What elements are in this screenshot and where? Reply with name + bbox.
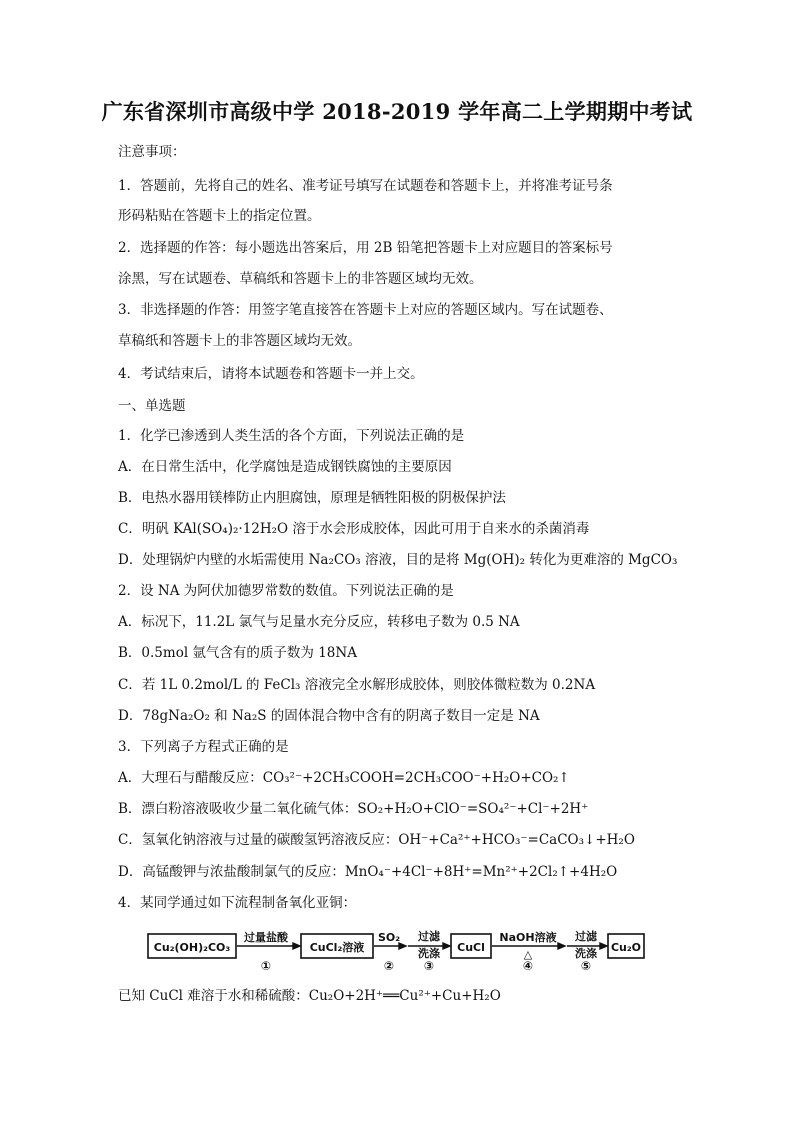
question-option: B．0.5mol 氩气含有的质子数为 18NA [118, 645, 357, 661]
flow-box-label: Cu₂(OH)₂CO₃ [153, 941, 231, 954]
question-option: C．氢氧化钠溶液与过量的碳酸氢钙溶液反应：OH⁻+Ca²⁺+HCO₃⁻=CaCO₃↓+H₂O [118, 832, 635, 848]
notice-line: 2．选择题的作答：每小题选出答案后，用 2B 铅笔把答题卡上对应题目的答案标号 [118, 240, 613, 256]
flow-step-label: SO₂ [377, 931, 401, 944]
question-option: A．标况下，11.2L 氯气与足量水充分反应，转移电子数为 0.5 NA [118, 614, 520, 630]
flow-step-number: ④ [522, 959, 534, 973]
flow-step-label: 过量盐酸 [244, 931, 288, 944]
question-option: A．大理石与醋酸反应：CO₃²⁻+2CH₃COOH=2CH₃COO⁻+H₂O+CO₂↑ [118, 770, 570, 786]
flow-step-number: ① [260, 959, 272, 973]
flow-step-label: 过滤 [418, 930, 440, 943]
notice-line: 3．非选择题的作答：用签字笔直接答在答题卡上对应的答题区域内。写在试题卷、 [118, 302, 613, 318]
question-option: D．高锰酸钾与浓盐酸制氯气的反应：MnO₄⁻+4Cl⁻+8H⁺=Mn²⁺+2Cl₂↑+4H₂O [118, 864, 618, 880]
notice-heading: 注意事项： [118, 144, 186, 160]
question-option: B．电热水器用镁棒防止内胆腐蚀，原理是牺牲阳极的阴极保护法 [118, 490, 506, 506]
flow-box-label: Cu₂O [610, 941, 642, 954]
question-stem: 1．化学已渗透到人类生活的各个方面，下列说法正确的是 [118, 428, 465, 444]
question-option: D．处理锅炉内壁的水垢需使用 Na₂CO₃ 溶液，目的是将 Mg(OH)₂ 转化为更难溶的 MgCO₃ [118, 552, 678, 568]
notice-line: 1．答题前，先将自己的姓名、准考证号填写在试题卷和答题卡上，并将准考证号条 [118, 178, 613, 194]
question-option: C．若 1L 0.2mol/L 的 FeCl₃ 溶液完全水解形成胶体，则胶体微粒数为 0.2NA [118, 677, 596, 693]
notice-line: 形码粘贴在答题卡上的指定位置。 [118, 208, 321, 224]
flowchart [146, 926, 646, 974]
notice-line: 4．考试结束后，请将本试题卷和答题卡一并上交。 [118, 366, 424, 382]
question-option: D．78gNa₂O₂ 和 Na₂S 的固体混合物中含有的阴离子数目一定是 NA [118, 708, 540, 724]
flow-step-label: NaOH溶液 [499, 931, 557, 944]
flow-step-label: 过滤 [575, 930, 597, 943]
question-option: A．在日常生活中，化学腐蚀是造成钢铁腐蚀的主要原因 [118, 459, 452, 475]
question-option: C．明矾 KAl(SO₄)₂·12H₂O 溶于水会形成胶体，因此可用于自来水的杀菌消毒 [118, 521, 590, 537]
flow-step-sub: △ [523, 948, 533, 961]
flow-step-sub: 洗涤 [575, 947, 597, 960]
section-heading: 一、单选题 [118, 398, 186, 414]
flow-step-number: ③ [423, 959, 435, 973]
flow-box-label: CuCl [457, 941, 485, 954]
question-stem: 2．设 NA 为阿伏加德罗常数的数值。下列说法正确的是 [118, 583, 454, 599]
question-stem: 3．下列离子方程式正确的是 [118, 739, 289, 755]
notice-line: 草稿纸和答题卡上的非答题区域均无效。 [118, 333, 361, 349]
question-option: B．漂白粉溶液吸收少量二氧化硫气体：SO₂+H₂O+ClO⁻=SO₄²⁻+Cl⁻+2H⁺ [118, 801, 589, 817]
page-title: 广东省深圳市高级中学 2018-2019 学年高二上学期期中考试 [101, 99, 693, 124]
flow-step-sub: 洗涤 [418, 947, 440, 960]
question-stem: 4．某同学通过如下流程制备氧化亚铜： [118, 895, 357, 911]
known-condition: 已知 CuCl 难溶于水和稀硫酸：Cu₂O+2H⁺══Cu²⁺+Cu+H₂O [118, 988, 501, 1004]
flow-step-number: ② [383, 959, 395, 973]
flow-step-number: ⑤ [580, 959, 592, 973]
notice-line: 涂黑，写在试题卷、草稿纸和答题卡上的非答题区域均无效。 [118, 271, 483, 287]
flow-box-label: CuCl₂溶液 [309, 941, 365, 954]
